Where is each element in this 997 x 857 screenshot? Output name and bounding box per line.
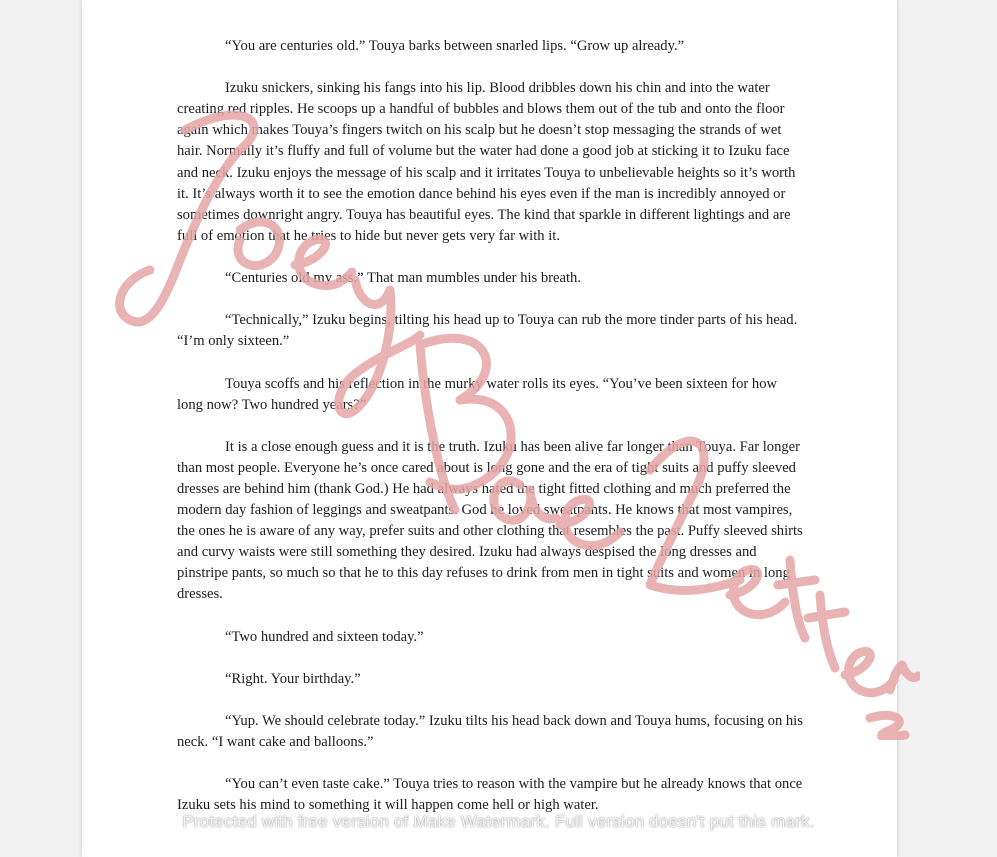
paragraph: Touya scoffs and his reflection in the murky water rolls its eyes. “You’ve been sixteen for how long now? Two hundred years?” <box>177 375 778 413</box>
paragraph: “Right. Your birthday.” <box>225 670 361 687</box>
paragraph: “Centuries old my ass.” That man mumbles under his breath. <box>225 270 581 287</box>
paragraph: “Yup. We should celebrate today.” Izuku tilts his head back down and Touya hums, focusing on his neck. “I want cake and balloons.” <box>177 713 803 751</box>
paragraph: It is a close enough guess and it is the truth. Izuku has been alive far longer than Touya. Far longer than most people. Everyone he’s once cared about is long gone and the era of tight suits and puffy sleeved dresses are behind him (thank God.) He had always hated the tight fitted clothing and much preferred the modern day fashion of leggings and sweatpants. God he loved sweatpants. He knows that most vampires, the ones he is aware of any way, prefer suits and other clothing that resembles the past. Puffy sleeved shirts and curvy waists were still something they desired. Izuku had always despised the long dresses and pinstripe pants, so much so that he to this day refuses to drink from men in tight suits and women in long dresses. <box>177 438 803 603</box>
document-body <box>177 36 803 838</box>
paragraph: “You can’t even taste cake.” Touya tries to reason with the vampire but he already knows that once Izuku sets his mind to something it will happen come hell or high water. <box>177 776 803 814</box>
paragraph: “Two hundred and sixteen today.” <box>225 628 424 645</box>
paragraph: “Technically,” Izuku begins, tilting his head up to Touya can rub the more tinder parts of his head. “I’m only sixteen.” <box>177 312 798 350</box>
paragraph: Izuku snickers, sinking his fangs into his lip. Blood dribbles down his chin and into the water creating red ripples. He scoops up a handful of bubbles and blows them out of the tub and onto the floor again which makes Touya’s fingers twitch on his scalp but he doesn’t stop messaging the strands of wet hair. Normally it’s fluffy and full of volume but the water had done a good job at sticking it to Izuku face and neck. Izuku enjoys the message of his scalp and it irritates Touya to unbelievable heights so it’s worth it. It’s always worth it to see the emotion dance behind his eyes even if the man is incredibly annoyed or sometimes downright angry. Touya has beautiful eyes. The kind that sparkle in different lightings and are full of emotion that he tries to hide but never gets very far with it. <box>177 80 796 244</box>
paragraph: “You are centuries old.” Touya barks between snarled lips. “Grow up already.” <box>225 38 685 54</box>
document-page <box>82 0 897 857</box>
watermark-banner: Protected with free version of Make Watermark. Full version doesn't put this mark. <box>182 812 815 831</box>
